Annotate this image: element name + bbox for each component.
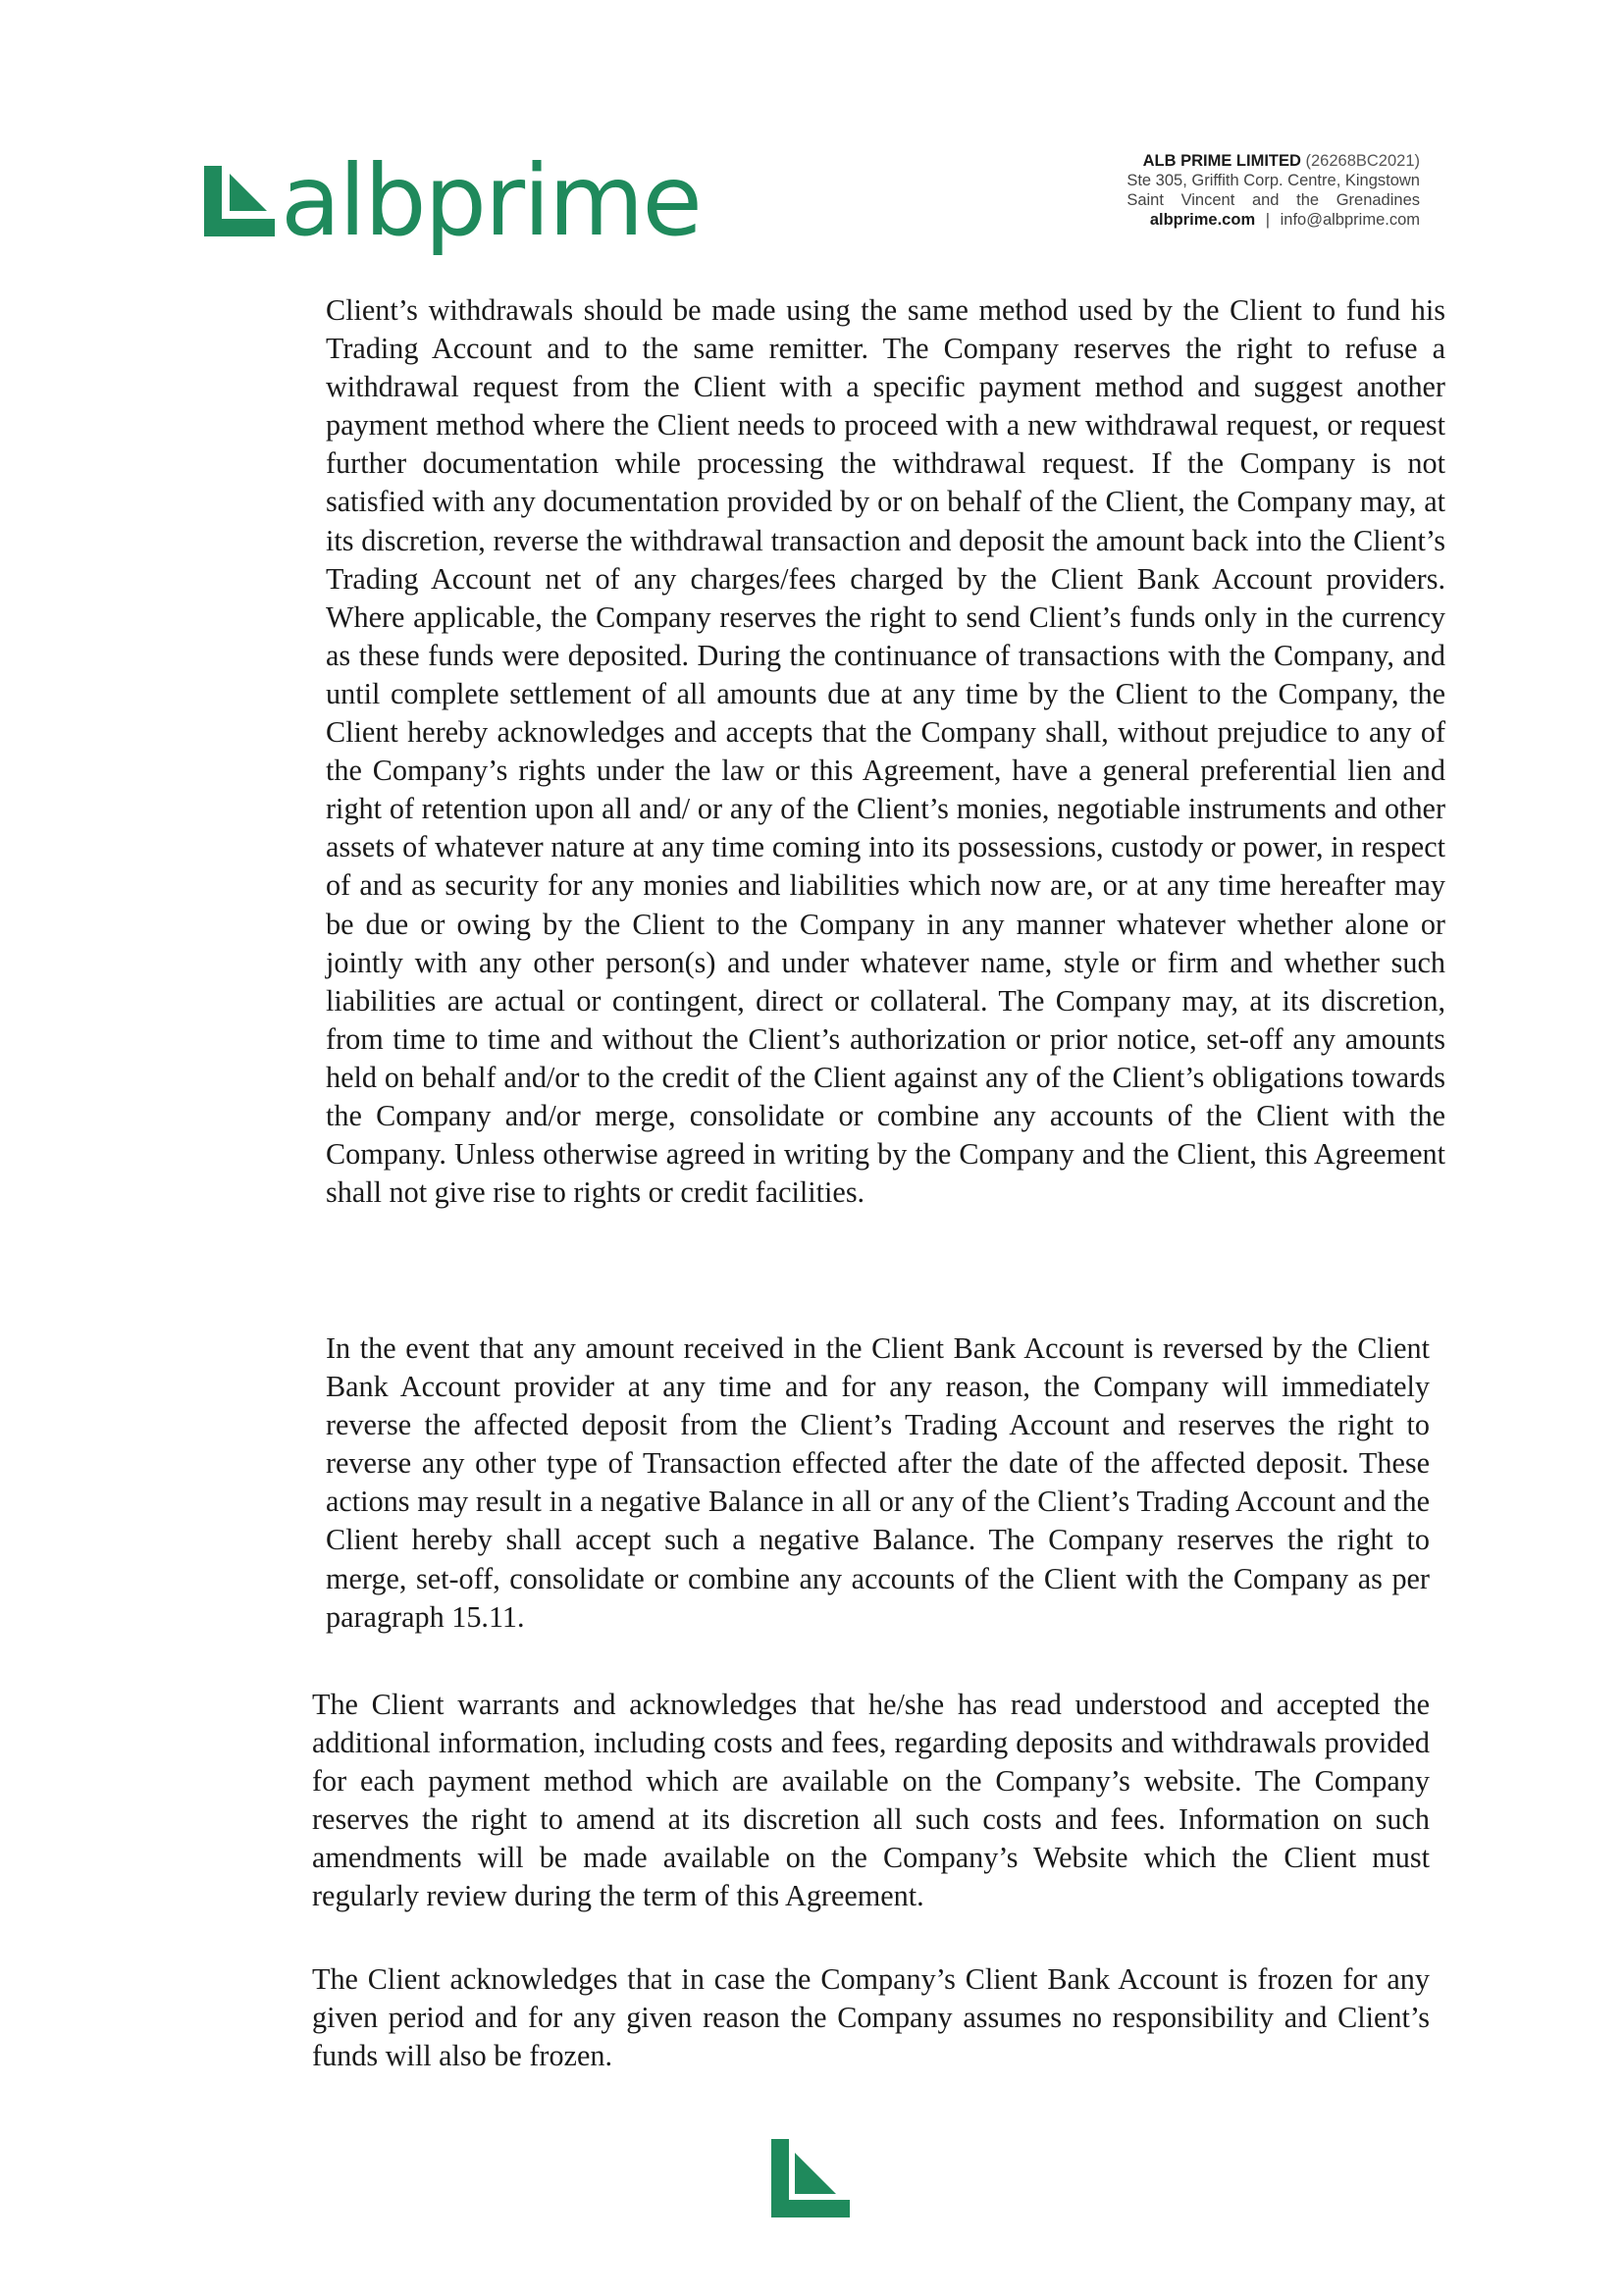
company-registration: (26268BC2021): [1305, 152, 1420, 170]
body-paragraph-reversal: In the event that any amount received in the Client Bank Account is reversed by the Client Bank Account provider at any time and for any reason, the Company will immediately reverse the affected deposit from the Client’s Trading Account and reserves the right to reverse any other type of Transaction effected after the date of the affected deposit. These actions may result in a negative Balance in all or any of the Client’s Trading Account and the Client hereby shall accept such a negative Balance. The Company reserves the right to merge, set-off, consolidate or combine any accounts of the Client with the Company as per paragraph 15.11.: [326, 1331, 1430, 1634]
body-paragraph-frozen-account: The Client acknowledges that in case the Company’s Client Bank Account is frozen for any given period and for any given reason the Company assumes no responsibility and Client’s funds will also be frozen.: [312, 1962, 1430, 2073]
company-email-link[interactable]: info@albprime.com: [1280, 211, 1420, 229]
company-website-link[interactable]: albprime.com: [1149, 211, 1256, 229]
company-name: ALB PRIME LIMITED: [1142, 152, 1301, 170]
company-info: [1126, 151, 1420, 230]
logo-wordmark: albprime: [281, 143, 701, 258]
body-paragraph-warranties: The Client warrants and acknowledges that he/she has read understood and accepted the additional information, including costs and fees, regarding deposits and withdrawals provided for each payment method which are available on the Company’s website. The Company reserves the right to amend at its discretion all such costs and fees. Information on such amendments will be made available on the Company’s Website which the Client must regularly review during the term of this Agreement.: [312, 1688, 1430, 1913]
contact-separator: |: [1265, 211, 1271, 229]
brand-logo: [204, 143, 701, 258]
logo-mark-icon: [204, 166, 275, 236]
footer-logo-icon: [771, 2139, 850, 2217]
company-address-line2: Saint Vincent and the Grenadines: [1126, 191, 1420, 209]
company-address-line1: Ste 305, Griffith Corp. Centre, Kingstown: [1126, 172, 1420, 189]
body-paragraph-withdrawals: Client’s withdrawals should be made using the same method used by the Client to fund his Trading Account and to the same remitter. The Company reserves the right to refuse a withdrawal request from the Client with a specific payment method and suggest another payment method where the Client needs to proceed with a new withdrawal request, or request further documentation while processing the withdrawal request. If the Company is not satisfied with any documentation provided by or on behalf of the Client, the Company may, at its discretion, reverse the withdrawal transaction and deposit the amount back into the Client’s Trading Account net of any charges/fees charged by the Client Bank Account providers. Where applicable, the Company reserves the right to send Client’s funds only in the currency as these funds were deposited. During the continuance of transactions with the Company, and until complete settlement of all amounts due at any time by the Client to the Company, the Client hereby acknowledges and accepts that the Company shall, without prejudice to any of the Company’s rights under the law or this Agreement, have a general preferential lien and right of retention upon all and/ or any of the Client’s monies, negotiable instruments and other assets of whatever nature at any time coming into its possessions, custody or power, in respect of and as security for any monies and liabilities which now are, or at any time hereafter may be due or owing by the Client to the Company in any manner whatever whether alone or jointly with any other person(s) and under whatever name, style or firm and whether such liabilities are actual or contingent, direct or collateral. The Company may, at its discretion, from time to time and without the Client’s authorization or prior notice, set-off any amounts held on behalf and/or to the credit of the Client against any of the Client’s obligations towards the Company and/or merge, consolidate or combine any accounts of the Client with the Company. Unless otherwise agreed in writing by the Company and the Client, this Agreement shall not give rise to rights or credit facilities.: [326, 293, 1445, 1210]
